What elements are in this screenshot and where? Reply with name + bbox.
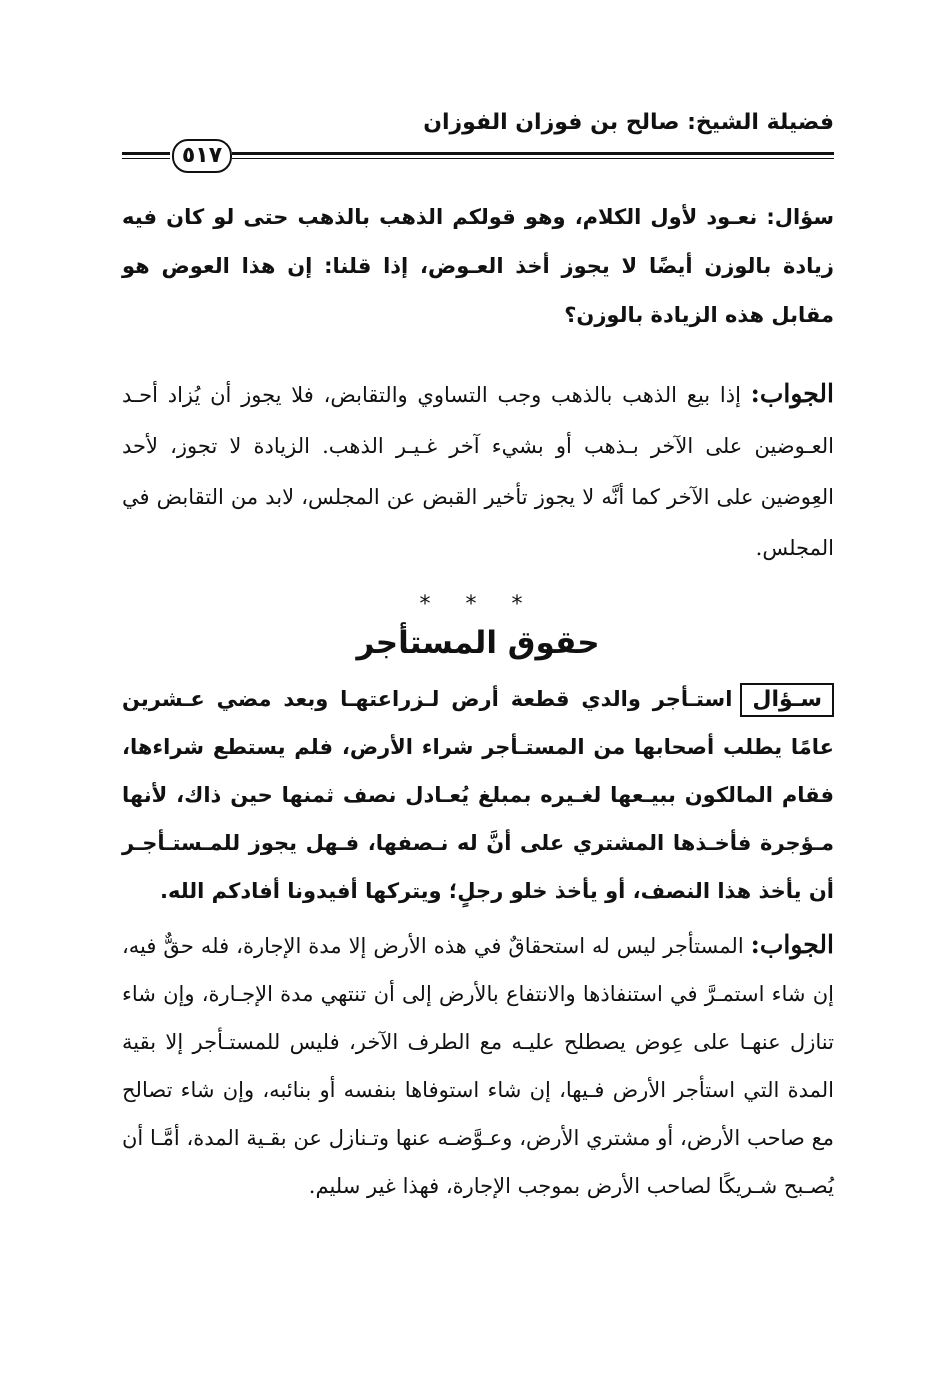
page-content bbox=[122, 193, 834, 1210]
answer-2-label: الجواب: bbox=[750, 930, 834, 959]
header-rule bbox=[232, 152, 834, 155]
section-title: حقوق المستأجر bbox=[356, 625, 600, 661]
question-2-text: استـأجر والدي قطعة أرض لـزراعتهـا وبعد مضي عـشرين عامًا يطلب أصحابها من المستـأجر شراء الأرض، فلم يستطع شراءها، فقام المالكون ببيـعها لغـيره بمبلغ يُعـادل نصف ثمنها حين ذاك، لأنها مـؤجرة فأخـذها المشتري على أنَّ له نـصفها، فـهل يجوز للمـستـأجـر أن يأخذ هذا النصف، أو يأخذ خلو رجلٍ؛ ويتركها أفيدونا أفادكم الله. bbox=[122, 687, 834, 903]
answer-1 bbox=[122, 368, 834, 574]
section-separator: * * * bbox=[419, 592, 537, 617]
answer-1-label: الجواب: bbox=[750, 379, 834, 408]
question-1: سؤال: نعـود لأول الكلام، وهو قولكم الذهب بالذهب حتى لو كان فيه زيادة بالوزن أيضًا لا يجوز أخذ العـوض، إذا قلنا: إن هذا العوض هو مقابل هذه الزيادة بالوزن؟ bbox=[122, 205, 834, 327]
page-header bbox=[122, 110, 834, 172]
page-number: ٥١٧ bbox=[172, 139, 232, 173]
header-rule-stub bbox=[122, 152, 170, 155]
answer-1-text: إذا بيع الذهب بالذهب وجب التساوي والتقابض، فلا يجوز أن يُزاد أحـد العـوضين على الآخر بـذهب أو بشيء آخر غـيـر الذهب. الزيادة لا تجوز، لأحد العِوضين على الآخر كما أنَّه لا يجوز تأخير القبض عن المجلس، لابد من التقابض في المجلس. bbox=[122, 383, 834, 560]
header-title: فضيلة الشيخ: صالح بن فوزان الفوزان bbox=[423, 110, 834, 135]
answer-2 bbox=[122, 921, 834, 1210]
question-2-label: سـؤال bbox=[740, 683, 834, 717]
answer-2-text: المستأجر ليس له استحقاقٌ في هذه الأرض إلا مدة الإجارة، فله حقٌّ فيه، إن شاء استمـرَّ في استنفاذها والانتفاع بالأرض إلى أن تنتهي مدة الإجـارة، وإن شاء تنازل عنهـا على عِوض يصطلح عليـه مع الطرف الآخر، فليس للمستـأجر إلا بقية المدة التي استأجر الأرض فـيها، إن شاء استوفاها بنفسه أو بنائبه، وإن شاء تصالح مع صاحب الأرض، أو مشتري الأرض، وعـوَّضـه عنها وتـنازل عن بقـية المدة، أمَّـا أن يُصـبح شـريكًا لصاحب الأرض بموجب الإجارة، فهذا غير سليم. bbox=[122, 934, 834, 1198]
question-2 bbox=[122, 675, 834, 915]
